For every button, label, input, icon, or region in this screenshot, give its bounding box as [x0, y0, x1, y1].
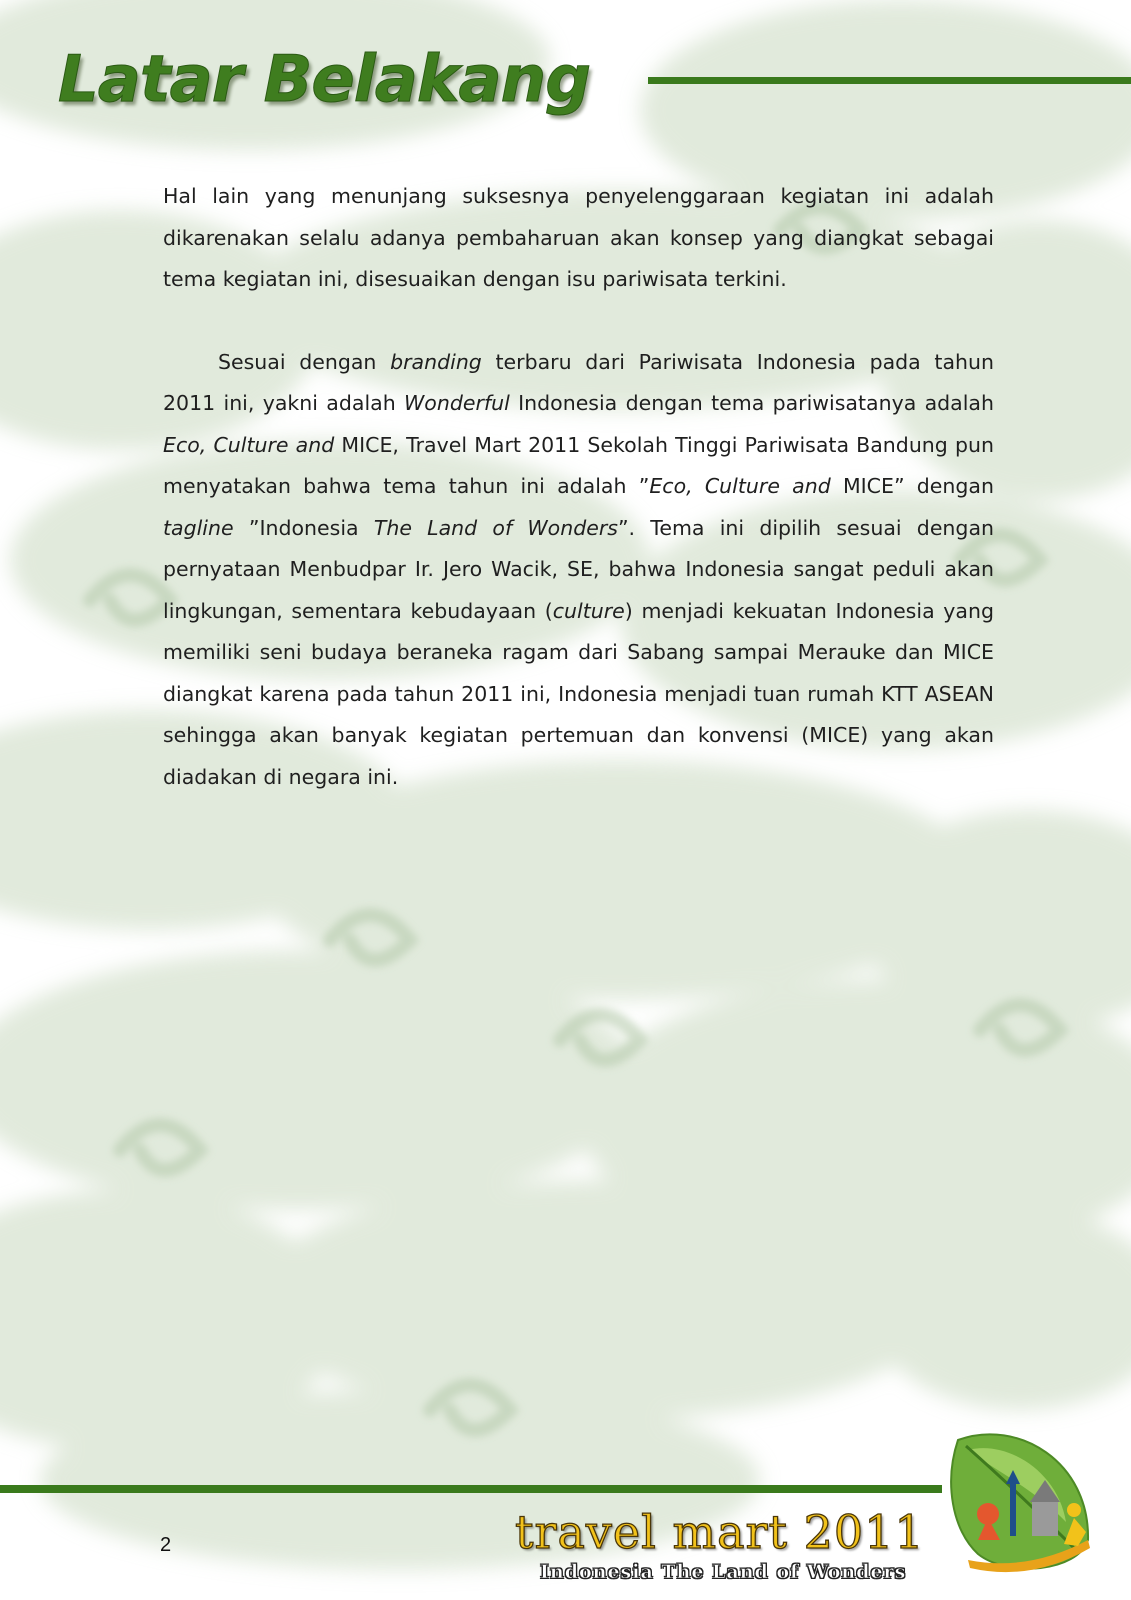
text-run: ”. Tema ini dipilih sesuai dengan pernyataan Menbudpar Ir. Jero Wacik, SE, bahwa Indonesia sangat peduli akan lingkungan, sementara kebudayaan (: [163, 515, 994, 623]
footer-divider: [0, 1485, 942, 1493]
page-number: 2: [160, 1534, 172, 1556]
title-divider: [648, 77, 1131, 84]
italic-run: Wonderful: [404, 391, 510, 415]
italic-run: Eco, Culture and: [649, 474, 831, 498]
leaf-emblem-icon: [948, 1422, 1098, 1580]
italic-run: Eco, Culture and: [163, 432, 335, 457]
text-run: MICE” dengan: [830, 474, 994, 498]
paragraph-1: Hal lain yang menunjang suksesnya penyelenggaraan kegiatan ini adalah dikarenakan selalu adanya pembaharuan akan konsep yang diangkat sebagai tema kegiatan ini, disesuaikan dengan isu pariwisata terkini.: [163, 184, 994, 291]
text-run: terbaru dari Pariwisata Indonesia pada tahun 2011 ini, yakni adalah: [163, 349, 994, 415]
leaf-shape: [951, 1434, 1088, 1568]
paragraph-2: [163, 342, 994, 799]
text-run: ”Indonesia: [233, 515, 374, 540]
text-run: Indonesia dengan tema pariwisatanya adalah: [509, 391, 994, 415]
text-run: MICE, Travel Mart 2011 Sekolah Tinggi Pariwisata Bandung pun menyatakan bahwa tema tahun ini adalah ”: [163, 432, 994, 498]
text-run: Sesuai dengan: [218, 349, 391, 374]
italic-run: The Land of Wonders: [373, 515, 618, 540]
italic-run: tagline: [163, 515, 234, 540]
italic-run: culture: [552, 598, 625, 623]
body-text: [163, 176, 994, 798]
page-title: Latar Belakang: [58, 43, 591, 117]
text-run: ) menjadi kekuatan Indonesia yang memiliki seni budaya beraneka ragam dari Sabang sampai Merauke dan MICE diangkat karena pada tahun 2011 ini, Indonesia menjadi tuan rumah KTT ASEAN sehingga akan banyak kegiatan pertemuan dan konvensi (MICE) yang akan diadakan di negara ini.: [163, 598, 994, 789]
brand-logo-text: travel mart 2011: [515, 1505, 925, 1559]
italic-run: branding: [390, 349, 482, 374]
brand-tagline: Indonesia The Land of Wonders: [540, 1561, 907, 1583]
